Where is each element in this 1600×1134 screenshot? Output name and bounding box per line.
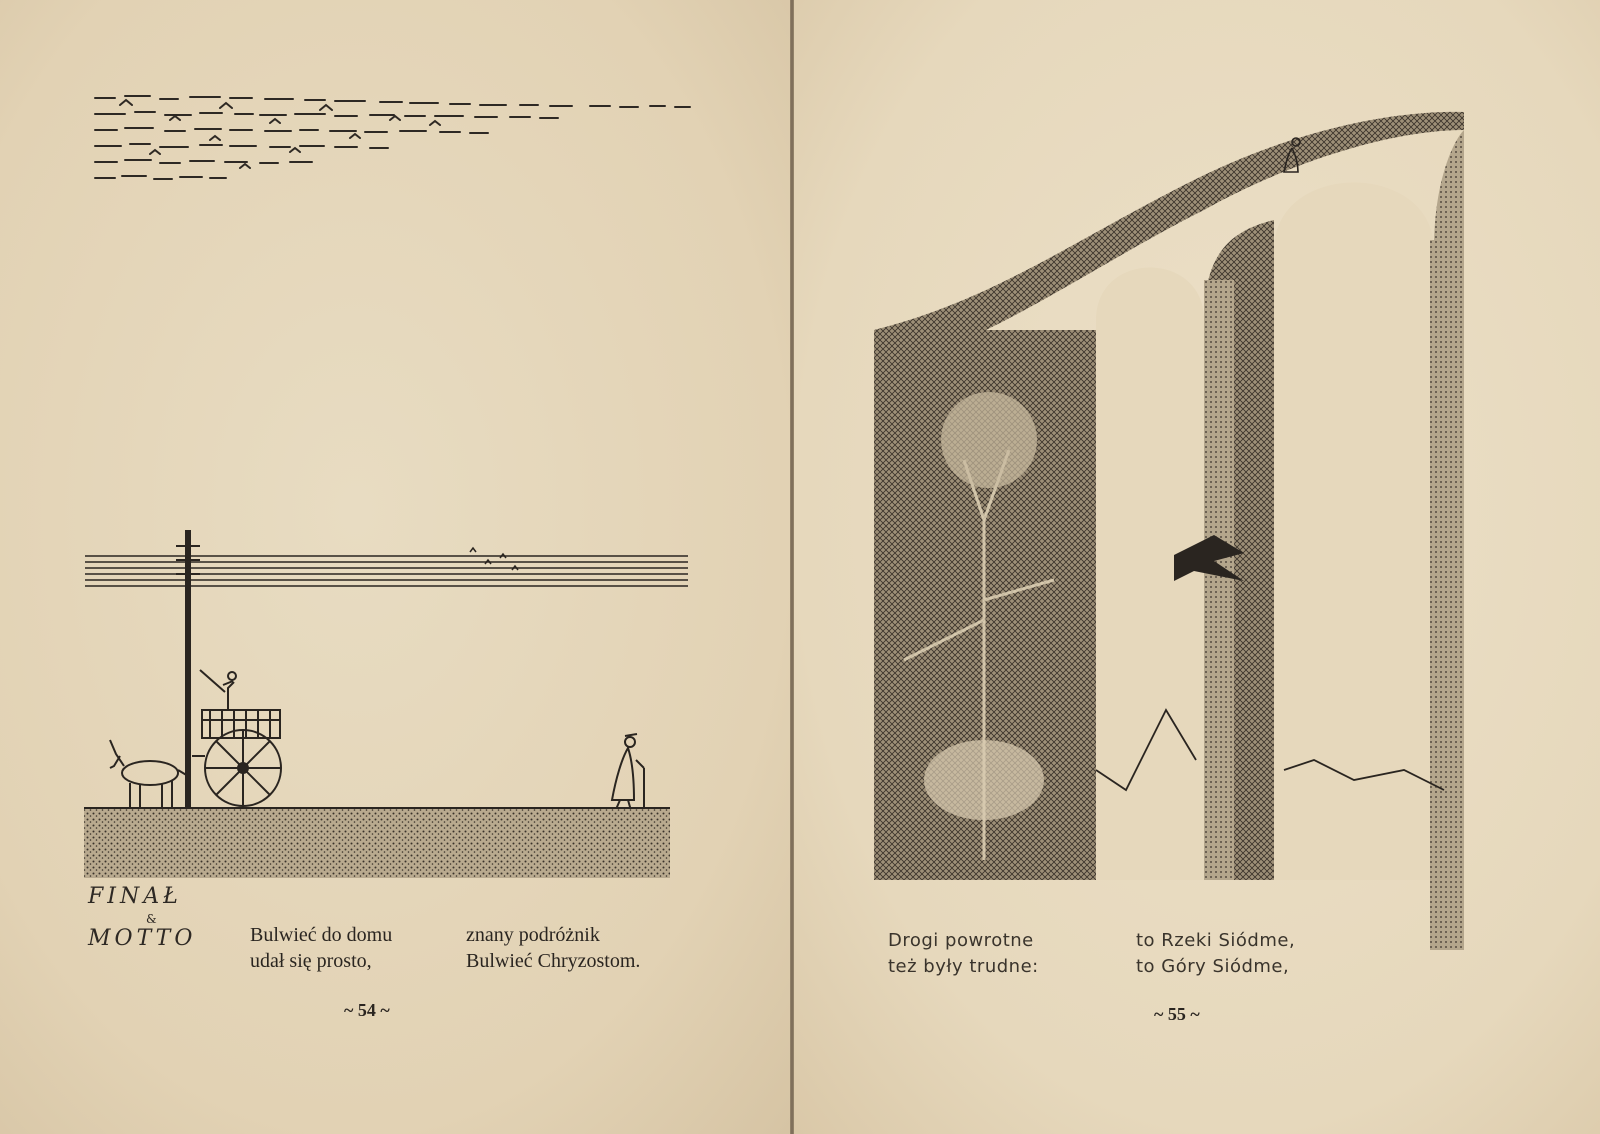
chapter-heading: [84, 884, 220, 962]
verse-line: Bulwieć Chryzostom.: [466, 950, 641, 972]
page-number: ~ 54 ~: [344, 1000, 390, 1020]
verse-line: udał się prosto,: [250, 950, 372, 972]
page-number: ~ 55 ~: [1154, 1004, 1200, 1024]
verse-line: to Góry Siódme,: [1136, 956, 1290, 977]
verse-line: Bulwieć do domu: [250, 924, 393, 946]
heading-word-finale: FINAŁ: [88, 884, 182, 909]
verse-left-col2: [466, 922, 640, 974]
verse-right-col2: [1136, 928, 1295, 980]
verse-line: to Rzeki Siódme,: [1136, 930, 1296, 951]
heading-ampersand: &: [146, 912, 157, 926]
flock-illustration: [90, 90, 700, 200]
viaduct-illustration: [874, 100, 1494, 980]
right-page: [794, 0, 1600, 1134]
verse-line: też były trudne:: [888, 956, 1039, 977]
verse-right-col1: [888, 928, 1039, 980]
left-page: [0, 0, 790, 1134]
road-scene-illustration: [80, 530, 690, 890]
verse-line: Drogi powrotne: [888, 930, 1034, 951]
verse-line: znany podróżnik: [466, 924, 600, 946]
verse-left-col1: [250, 922, 392, 974]
heading-word-motto: MOTTO: [88, 926, 197, 951]
